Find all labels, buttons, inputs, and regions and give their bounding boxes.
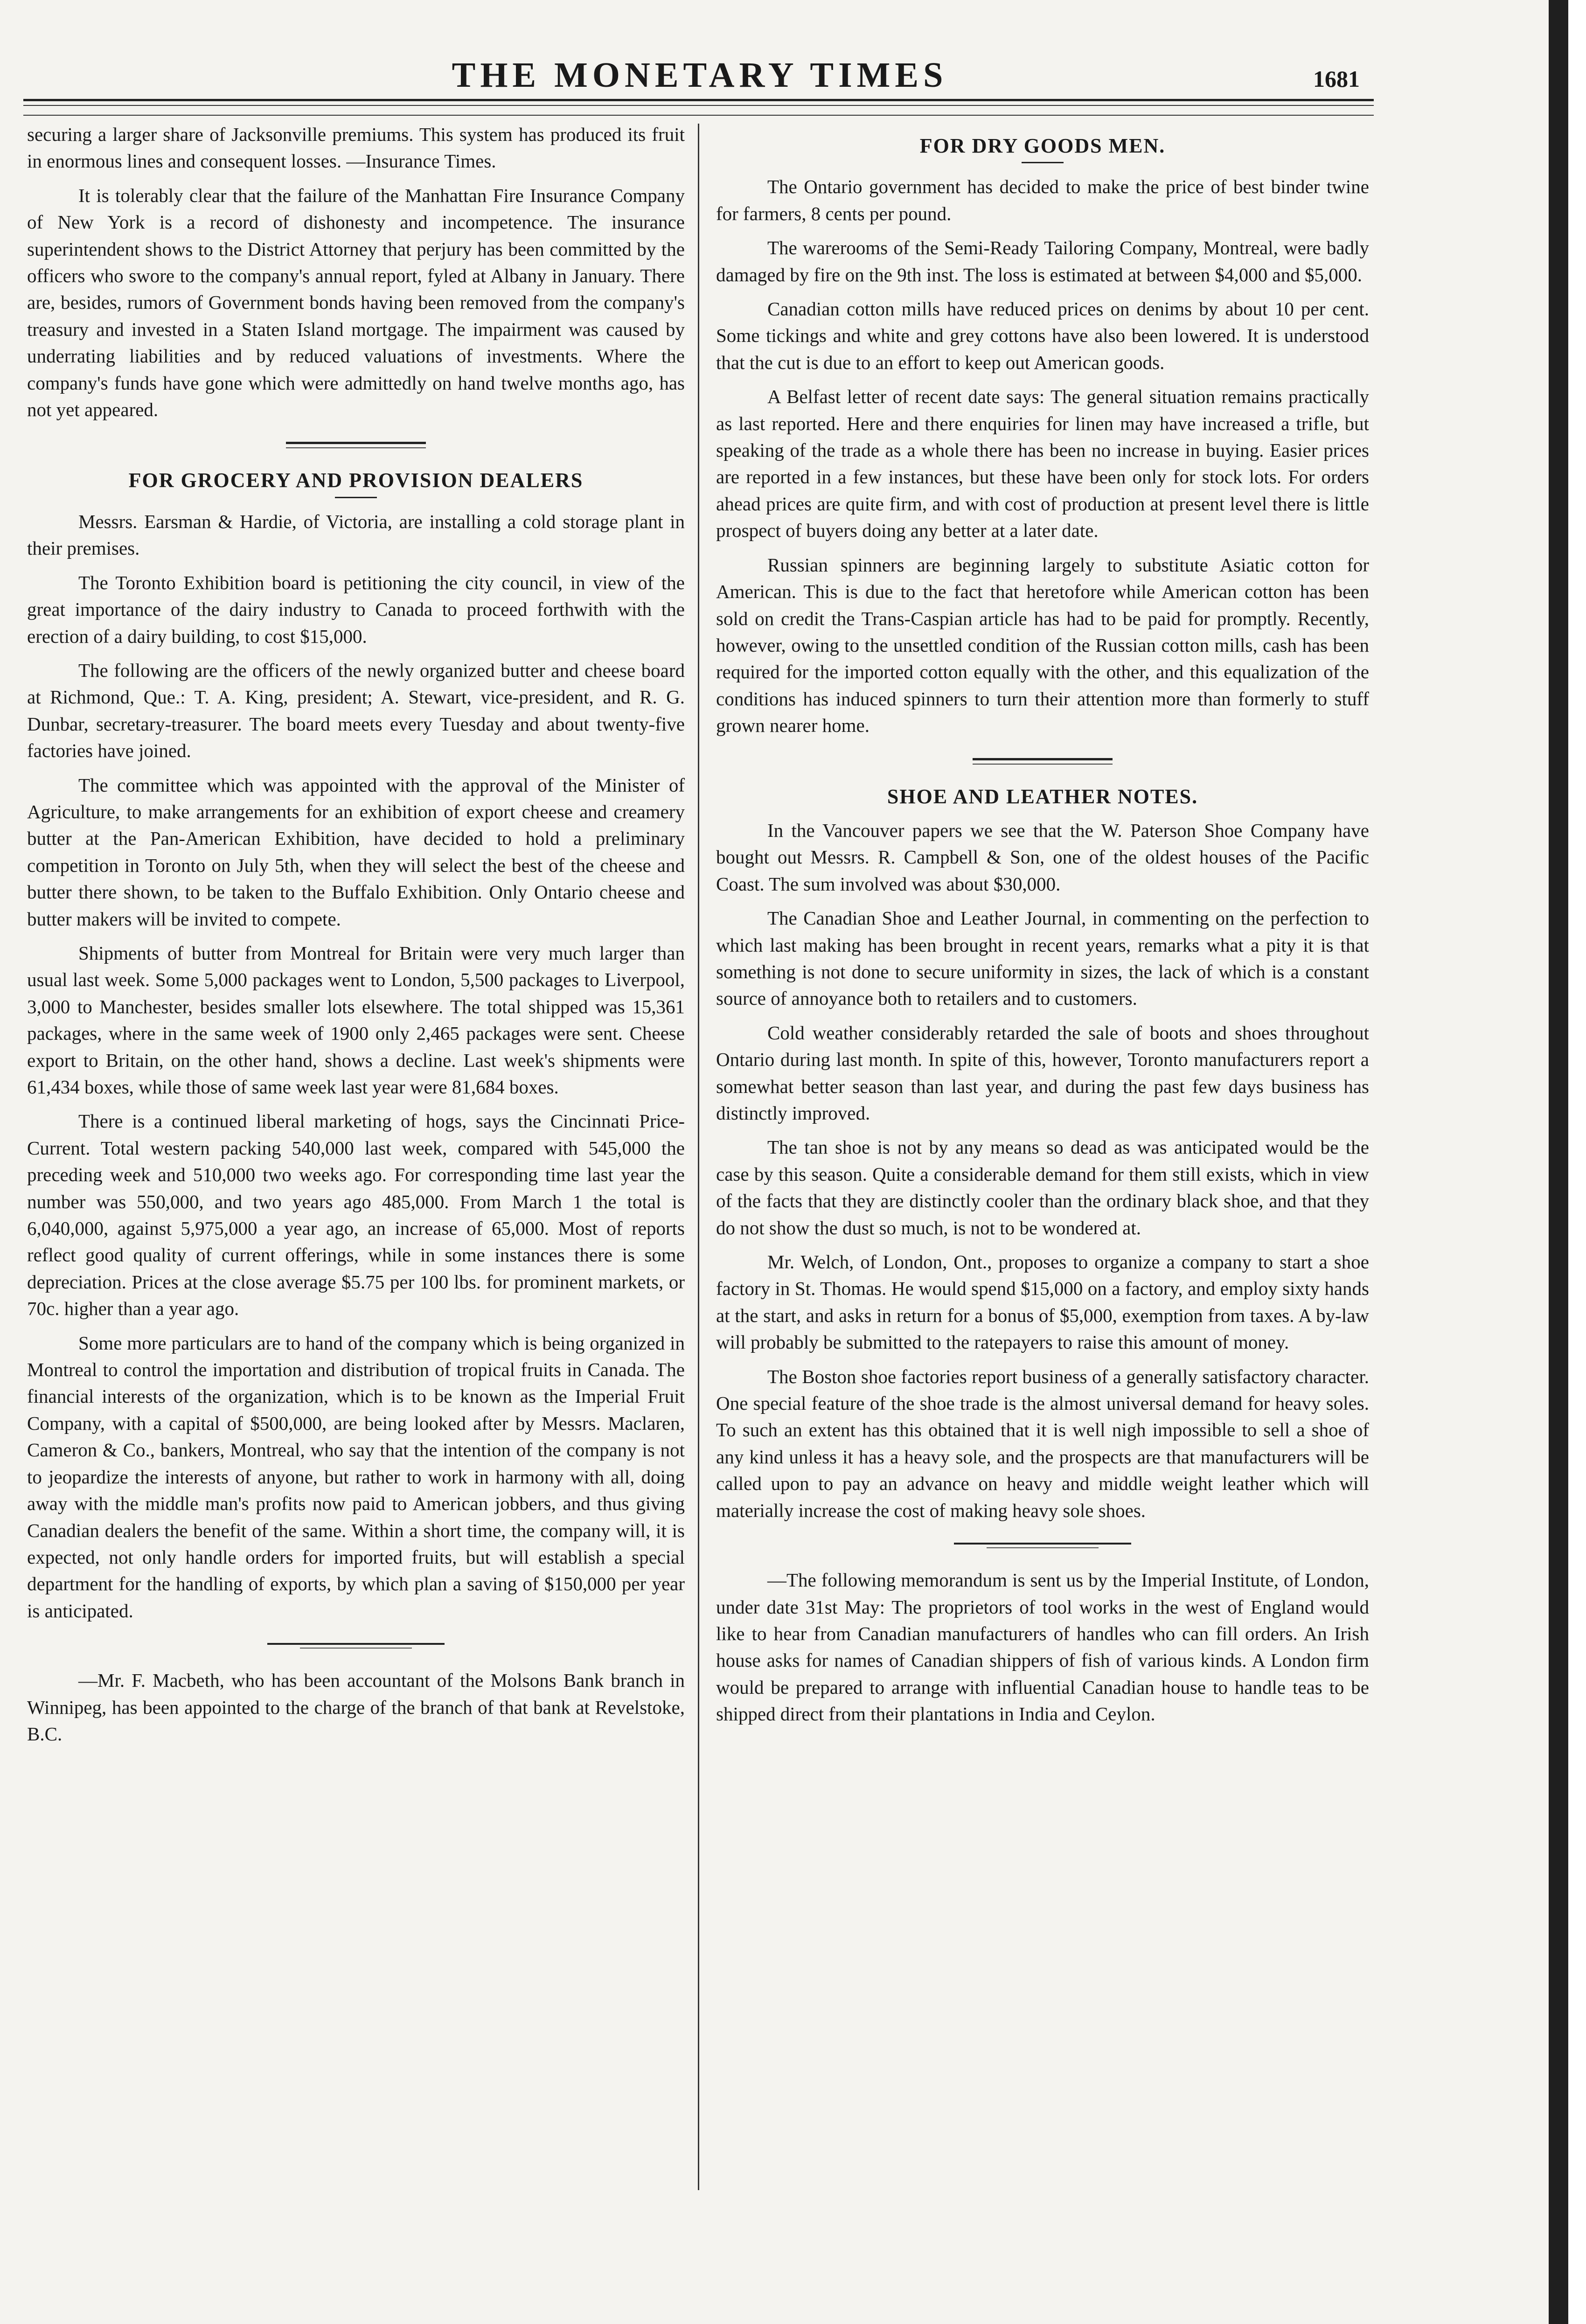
article-paragraph: securing a larger share of Jacksonville premiums. This system has produced its fruit in enormous lines and consequent losses. —Insurance Times. (27, 124, 685, 172)
article-paragraph: The Boston shoe factories report business of a generally satisfactory character. One special feature of the shoe trade is the almost universal demand for heavy soles. To such an extent has this obtained that it is well nigh impossible to sell a shoe of any kind unless it has a heavy sole, and the prospects are that manufacturers will be called upon to pay an advance on heavy and middle weight leather which will materially increase the cost of making heavy sole shoes. (716, 1365, 1369, 1521)
article-paragraph: The Ontario government has decided to make the price of best binder twine for farmers, 8 cents per pound. (716, 176, 1369, 224)
article-paragraph: In the Vancouver papers we see that the W. Paterson Shoe Company have bought out Messrs. R. Campbell & Son, one of the oldest houses of the Pacific Coast. The sum involved was about $30,000. (716, 819, 1369, 895)
heading-dash (335, 497, 377, 498)
section-heading-dry-goods: FOR DRY GOODS MEN. (919, 134, 1166, 157)
article-paragraph: There is a continued liberal marketing of hogs, says the Cincinnati Price-Current. Total western packing 540,000 last week, compared with 545,000 the preceding week and 510,000 two weeks ago. For corresponding time last year the number was 550,000, and two years ago 485,000. From March 1 the total is 6,040,000, against 5,975,000 a year ago, an increase of 65,000. Most of reports reflect good quality of current offerings, while in some instances there is some depreciation. Prices at the close average $5.75 per 100 lbs. for prominent markets, or 70c. higher than a year ago. (27, 1110, 685, 1320)
masthead (0, 55, 1427, 102)
heading-dash (1022, 162, 1064, 163)
section-heading-shoe-leather: SHOE AND LEATHER NOTES. (887, 785, 1198, 808)
article-paragraph: Canadian cotton mills have reduced prices on denims by about 10 per cent. Some tickings and white and grey cottons have also been lowered. It is understood that the cut is due to an effort to keep out American goods. (716, 298, 1369, 373)
section-heading-grocery: FOR GROCERY AND PROVISION DEALERS (128, 469, 584, 492)
adjacent-page-strip (1568, 0, 1586, 2324)
article-paragraph: Cold weather considerably retarded the sale of boots and shoes throughout Ontario during last month. In spite of this, however, Toronto manufacturers report a somewhat better season than last year, and during the past few days business has distinctly improved. (716, 1022, 1369, 1124)
article-paragraph: A Belfast letter of recent date says: The general situation remains practically as last reported. Here and there enquiries for linen may have increased a trifle, but speaking of the trade as a whole there has been no increase in buying. Easier prices are reported in a few instances, but these have been only for stock lots. For orders ahead prices are quite firm, and with cost of production at present level there is little prospect of buyers doing any better at a later date. (716, 386, 1369, 542)
left-column (27, 121, 685, 1755)
section-separator (27, 442, 685, 448)
column-divider (698, 124, 699, 2190)
article-paragraph: —Mr. F. Macbeth, who has been accountant of the Molsons Bank branch in Winnipeg, has been appointed to the charge of the branch of that bank at Revelstoke, B.C. (27, 1670, 685, 1745)
article-paragraph: Shipments of butter from Montreal for Britain were very much larger than usual last week. Some 5,000 packages went to London, 5,500 packages to Liverpool, 3,000 to Manchester, besides smaller lots elsewhere. The total shipped was 15,361 packages, where in the same week of 1900 only 2,465 packages were sent. Cheese export to Britain, on the other hand, shows a decline. Last week's shipments were 61,434 boxes, while those of same week last year were 81,684 boxes. (27, 942, 685, 1098)
masthead-title: THE MONETARY TIMES (452, 56, 948, 95)
article-paragraph: It is tolerably clear that the failure of the Manhattan Fire Insurance Company of New York is a record of dishonesty and incompetence. The insurance superintendent shows to the District Attorney that perjury has been committed by the officers who swore to the company's annual report, fyled at Albany in January. There are, besides, rumors of Government bonds having been removed from the company's treasury and invested in a Staten Island mortgage. The impairment was caused by underrating liabilities and by reduced valuations of investments. Where the company's funds have gone which were admittedly on hand twelve months ago, has not yet appeared. (27, 184, 685, 421)
article-paragraph: —The following memorandum is sent us by the Imperial Institute, of London, under date 31st May: The proprietors of tool works in the west of England would like to hear from Canadian manufacturers of handles who can fill orders. An Irish house asks for names of Canadian shippers of fish of various kinds. A London firm would be prepared to arrange with influential Canadian house to handle teas to be shipped direct from their plantations in India and Ceylon. (716, 1569, 1369, 1725)
article-paragraph: The committee which was appointed with the approval of the Minister of Agriculture, to make arrangements for an exhibition of export cheese and creamery butter at the Pan-American Exhibition, have decided to hold a preliminary competition in Toronto on July 5th, when they will select the best of the cheese and butter there shown, to be taken to the Buffalo Exhibition. Only Ontario cheese and butter makers will be invited to compete. (27, 774, 685, 930)
article-paragraph: Russian spinners are beginning largely to substitute Asiatic cotton for American. This is due to the fact that heretofore while American cotton has been sold on credit the Trans-Caspian article has had to be paid for promptly. Recently, however, owing to the unsettled condition of the Russian cotton mills, cash has been required for the imported cotton equally with the other, and this equalization of the conditions has induced spinners to turn their attention more than formerly to stuff grown nearer home. (716, 554, 1369, 737)
article-paragraph: The warerooms of the Semi-Ready Tailoring Company, Montreal, were badly damaged by fire on the 9th inst. The loss is estimated at between $4,000 and $5,000. (716, 237, 1369, 285)
article-paragraph: Messrs. Earsman & Hardie, of Victoria, are installing a cold storage plant in their premises. (27, 510, 685, 559)
article-paragraph: The Canadian Shoe and Leather Journal, in commenting on the perfection to which last making has been brought in recent years, remarks what a pity it is that something is not done to secure uniformity in sizes, the lack of which is a constant source of annoyance both to retailers and to customers. (716, 907, 1369, 1009)
masthead-rule (23, 99, 1374, 101)
article-paragraph: The Toronto Exhibition board is petitioning the city council, in view of the great importance of the dairy industry to Canada to proceed forthwith with the erection of a dairy building, to cost $15,000. (27, 571, 685, 647)
masthead-rule (23, 105, 1374, 106)
article-paragraph: The tan shoe is not by any means so dead as was anticipated would be the case by this season. Quite a considerable demand for them still exists, which in view of the facts that they are distinctly cooler than the ordinary black shoe, and that they do not show the dust so much, is not to be wondered at. (716, 1136, 1369, 1239)
article-paragraph: Some more particulars are to hand of the company which is being organized in Montreal to control the importation and distribution of tropical fruits in Canada. The financial interests of the organization, which is to be known as the Imperial Fruit Company, with a capital of $500,000, are being looked after by Messrs. Maclaren, Cameron & Co., bankers, Montreal, who say that the intention of the company is not to jeopardize the interests of anyone, but rather to work in harmony with all, doing away with the middle man's profits now paid to American jobbers, and thus giving Canadian dealers the benefit of the same. Within a short time, the company will, it is expected, not only handle orders for imported fruits, but will establish a special department for the handling of exports, by which plan a saving of $150,000 per year is anticipated. (27, 1332, 685, 1621)
article-paragraph: The following are the officers of the newly organized butter and cheese board at Richmond, Que.: T. A. King, president; A. Stewart, vice-president, and R. G. Dunbar, secretary-treasurer. The board meets every Tuesday and about twenty-five factories have joined. (27, 659, 685, 762)
page-number: 1681 (1313, 66, 1360, 92)
article-paragraph: Mr. Welch, of London, Ont., proposes to organize a company to start a shoe factory in St. Thomas. He would spend $15,000 on a factory, and employ sixty hands at the start, and asks in return for a bonus of $5,000, exemption from taxes. A by-law will probably be submitted to the ratepayers to raise this amount of money. (716, 1251, 1369, 1353)
section-separator (716, 1543, 1369, 1548)
section-separator (27, 1643, 685, 1649)
right-column (716, 121, 1369, 1735)
masthead-rule (23, 115, 1374, 116)
section-separator (716, 758, 1369, 765)
